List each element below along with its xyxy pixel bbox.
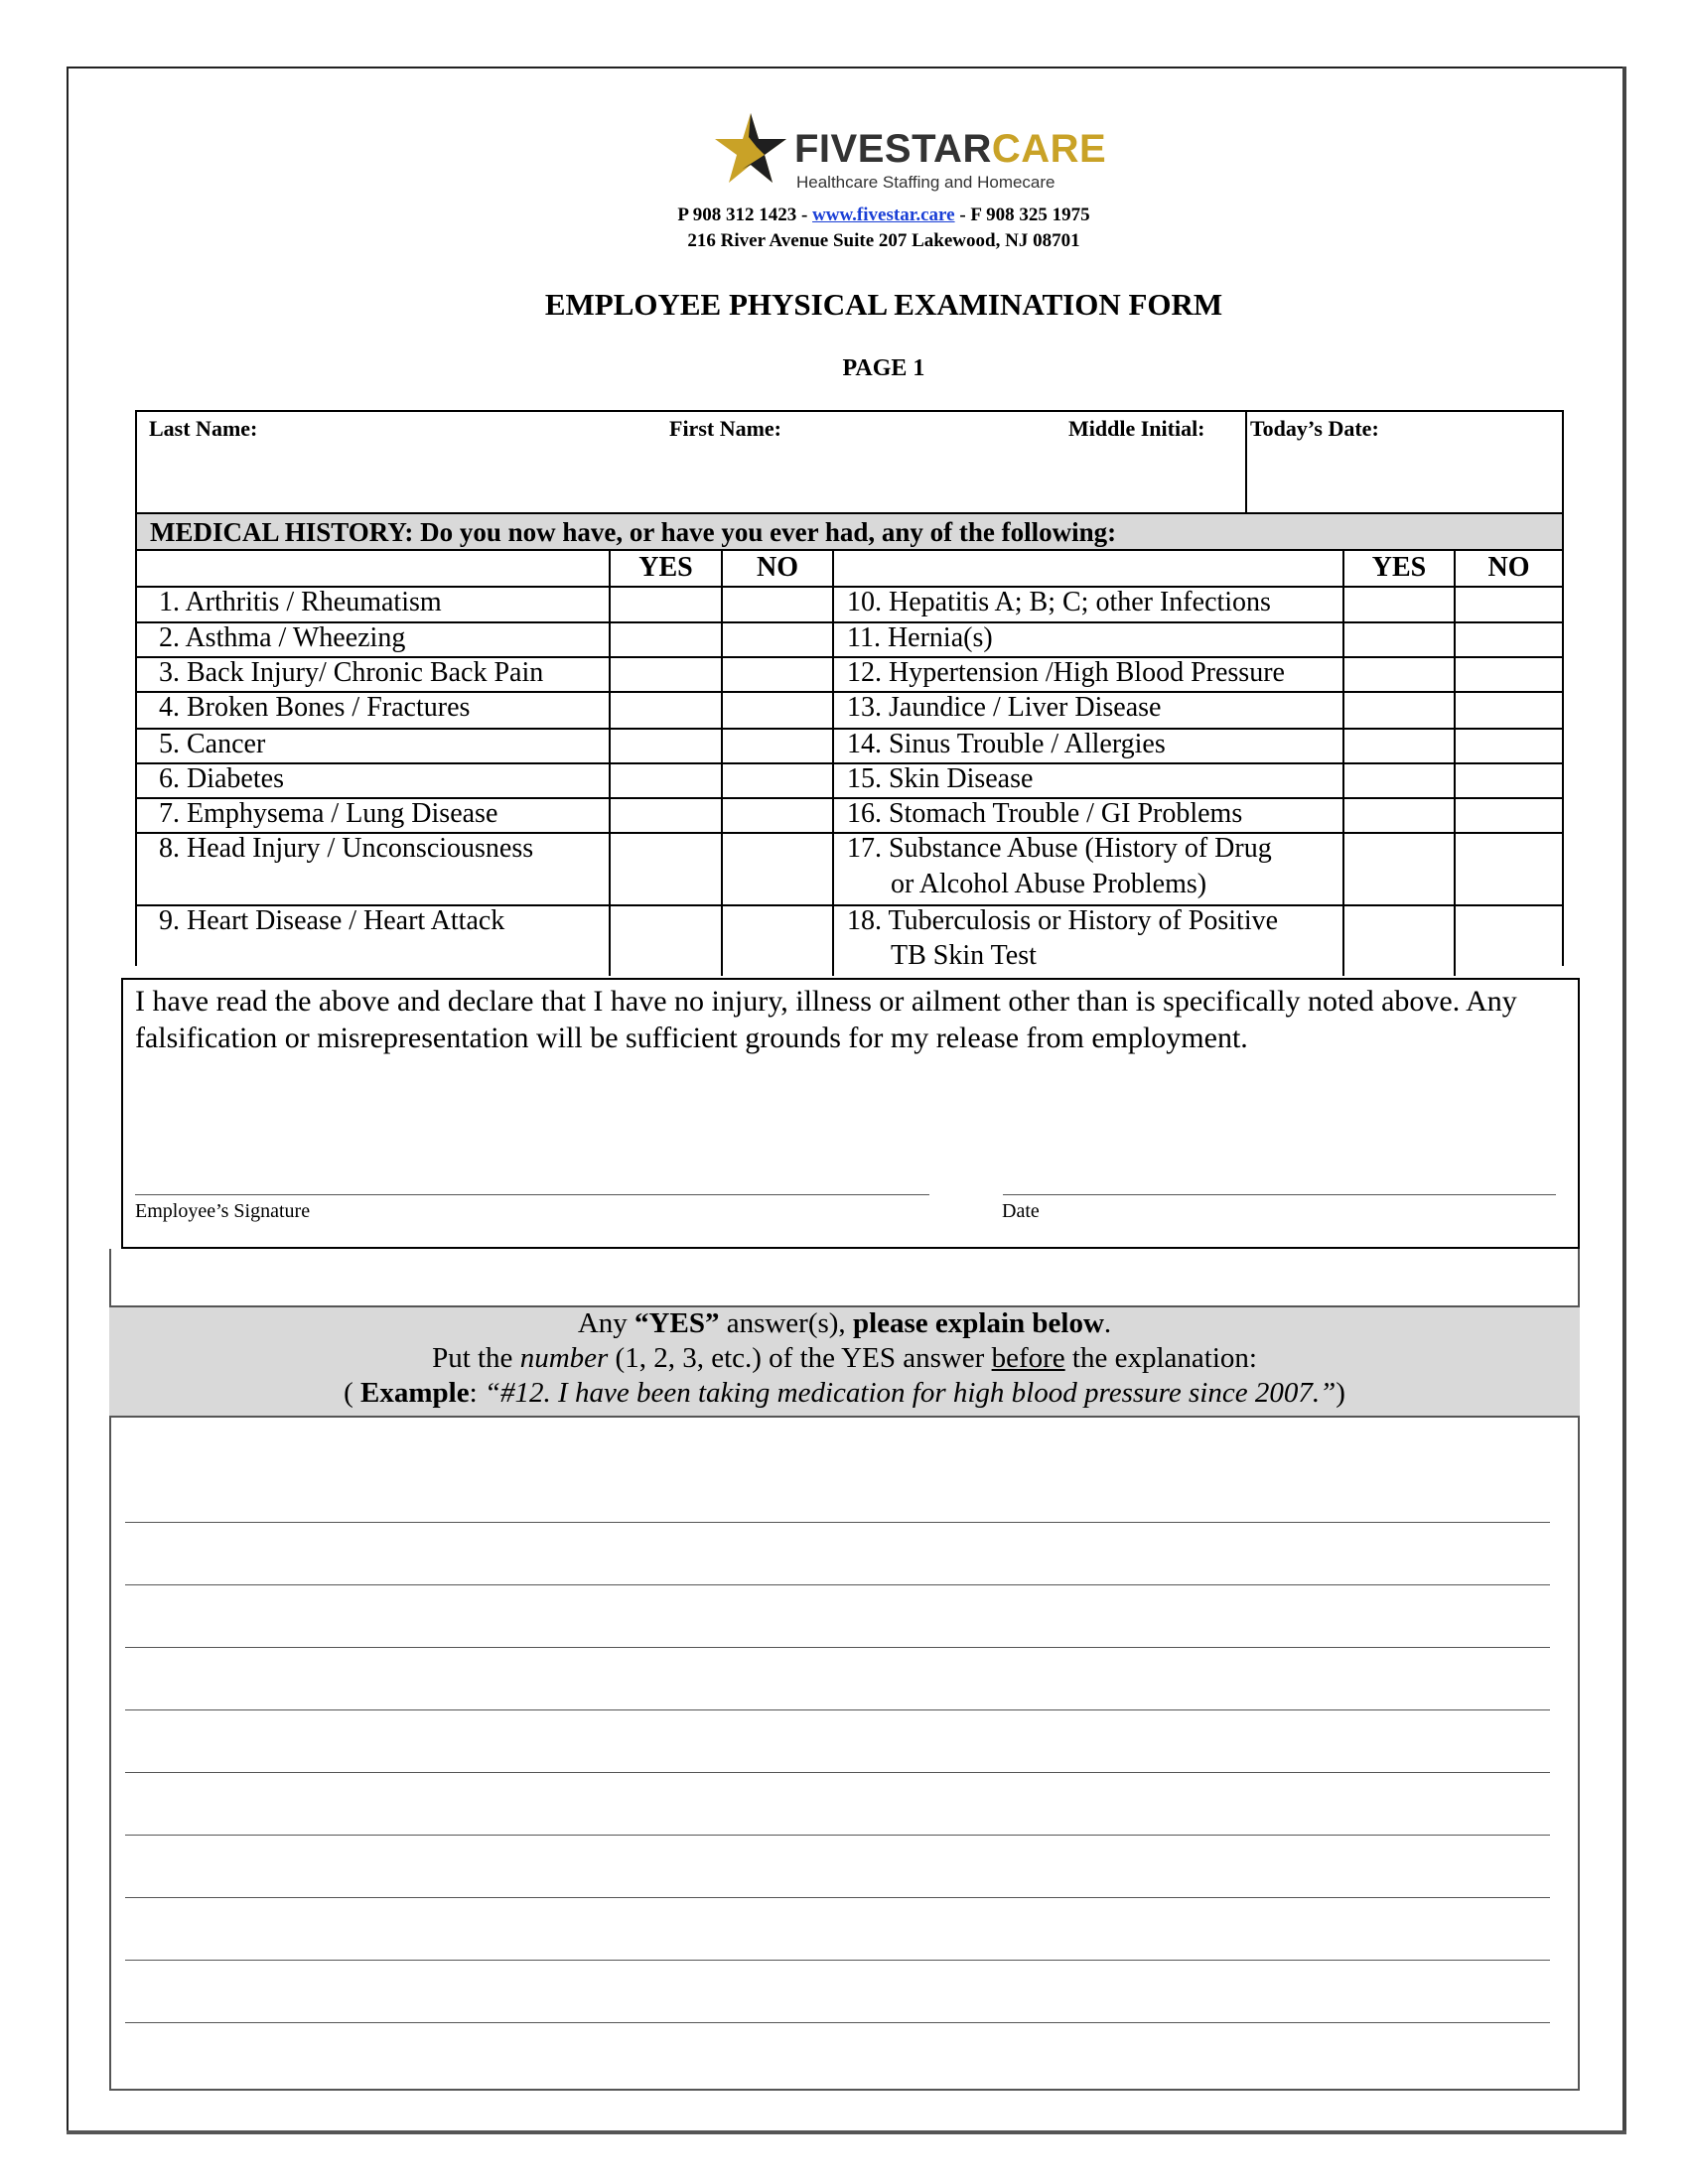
table-line <box>832 549 834 976</box>
info-divider <box>1245 410 1247 514</box>
instruction-text: ) <box>1336 1377 1345 1409</box>
table-line <box>1342 549 1344 976</box>
date-label: Date <box>1002 1200 1040 1222</box>
condition-item: 5. Cancer <box>159 729 266 759</box>
instruction-text: : <box>469 1377 485 1409</box>
instruction-line-3 <box>109 1377 1580 1410</box>
todays-date-field[interactable]: Today’s Date: <box>1250 416 1379 441</box>
condition-item: 14. Sinus Trouble / Allergies <box>847 729 1166 759</box>
signature-date-line[interactable] <box>1003 1194 1556 1195</box>
explanation-write-line[interactable] <box>125 1835 1550 1836</box>
page-label: PAGE 1 <box>842 355 925 381</box>
table-line <box>135 549 1564 551</box>
condition-item: 10. Hepatitis A; B; C; other Infections <box>847 587 1271 617</box>
instruction-text: (1, 2, 3, etc.) of the YES answer <box>608 1342 992 1374</box>
instruction-text-underline: before <box>991 1342 1065 1374</box>
condition-item: 1. Arthritis / Rheumatism <box>159 587 442 617</box>
logo-tagline: Healthcare Staffing and Homecare <box>796 173 1055 192</box>
address-line: 216 River Avenue Suite 207 Lakewood, NJ 08701 <box>687 230 1080 251</box>
condition-item-continuation: TB Skin Test <box>891 940 1037 971</box>
logo-brand-part2: CARE <box>991 127 1107 171</box>
condition-item: 9. Heart Disease / Heart Attack <box>159 905 505 936</box>
condition-item: 18. Tuberculosis or History of Positive <box>847 905 1279 936</box>
instruction-text-italic: number <box>519 1342 609 1374</box>
form-title: EMPLOYEE PHYSICAL EXAMINATION FORM <box>544 287 1223 322</box>
condition-item: 3. Back Injury/ Chronic Back Pain <box>159 657 544 688</box>
condition-item: 6. Diabetes <box>159 763 284 794</box>
declaration-text: I have read the above and declare that I have no injury, illness or ailment other than is specifically noted above. Any falsification or misrepresentation will be sufficient grounds for my release from employment. <box>135 985 1517 1054</box>
contact-line <box>0 205 1688 226</box>
explanation-write-line[interactable] <box>125 1709 1550 1710</box>
instruction-text: ( <box>344 1377 361 1409</box>
instruction-text: Put the <box>432 1342 520 1374</box>
signature-line[interactable] <box>135 1194 929 1195</box>
instruction-text: . <box>1103 1307 1112 1339</box>
table-line <box>135 549 137 966</box>
condition-item: 15. Skin Disease <box>847 763 1034 794</box>
page-border-bottom <box>67 2130 1626 2134</box>
phone-number: P 908 312 1423 - <box>677 205 808 225</box>
condition-item-continuation: or Alcohol Abuse Problems) <box>891 869 1207 899</box>
fivestarcare-logo <box>713 107 1110 197</box>
instruction-text: Any <box>577 1307 635 1339</box>
condition-item: 7. Emphysema / Lung Disease <box>159 798 498 829</box>
instruction-text-bold: “YES” <box>634 1307 720 1339</box>
yes-column-header: YES <box>1371 552 1427 583</box>
instruction-text: answer(s), <box>719 1307 853 1339</box>
instruction-line-1 <box>109 1307 1580 1340</box>
table-line <box>609 549 611 976</box>
condition-item: 13. Jaundice / Liver Disease <box>847 692 1162 723</box>
medical-history-title: MEDICAL HISTORY: Do you now have, or have you ever had, any of the following: <box>150 517 1117 547</box>
table-line <box>721 549 723 976</box>
signature-label: Employee’s Signature <box>135 1200 311 1222</box>
instruction-text-bold: Example <box>360 1377 470 1409</box>
website-link[interactable]: www.fivestar.care <box>812 205 955 225</box>
no-column-header: NO <box>757 552 798 583</box>
page-border-top <box>67 67 1624 68</box>
table-line <box>1562 549 1564 966</box>
explanation-write-line[interactable] <box>125 1960 1550 1961</box>
instruction-text: the explanation: <box>1064 1342 1257 1374</box>
middle-initial-field[interactable]: Middle Initial: <box>1068 416 1205 441</box>
last-name-field[interactable]: Last Name: <box>149 416 258 441</box>
no-column-header: NO <box>1487 552 1530 583</box>
explanation-write-line[interactable] <box>125 1522 1550 1523</box>
logo-brand-part1: FIVESTAR <box>794 127 992 171</box>
condition-item: 4. Broken Bones / Fractures <box>159 692 471 723</box>
condition-item: 12. Hypertension /High Blood Pressure <box>847 657 1285 688</box>
condition-item: 17. Substance Abuse (History of Drug <box>847 833 1272 864</box>
explanation-write-line[interactable] <box>125 1897 1550 1898</box>
condition-item: 11. Hernia(s) <box>847 622 993 653</box>
explanation-write-line[interactable] <box>125 1584 1550 1585</box>
table-line <box>1454 549 1456 976</box>
explanation-write-line[interactable] <box>125 2022 1550 2023</box>
instruction-line-2 <box>109 1342 1580 1375</box>
fax-number: - F 908 325 1975 <box>959 205 1090 225</box>
instruction-example: “#12. I have been taking medication for high blood pressure since 2007.” <box>484 1377 1336 1409</box>
explanation-write-line[interactable] <box>125 1647 1550 1648</box>
explanation-write-line[interactable] <box>125 1772 1550 1773</box>
condition-item: 8. Head Injury / Unconsciousness <box>159 833 534 864</box>
logo-wordmark <box>794 127 1106 172</box>
condition-item: 16. Stomach Trouble / GI Problems <box>847 798 1243 829</box>
condition-item: 2. Asthma / Wheezing <box>159 622 406 653</box>
first-name-field[interactable]: First Name: <box>669 416 782 441</box>
instruction-text-bold: please explain below <box>852 1307 1104 1339</box>
yes-column-header: YES <box>638 552 693 583</box>
